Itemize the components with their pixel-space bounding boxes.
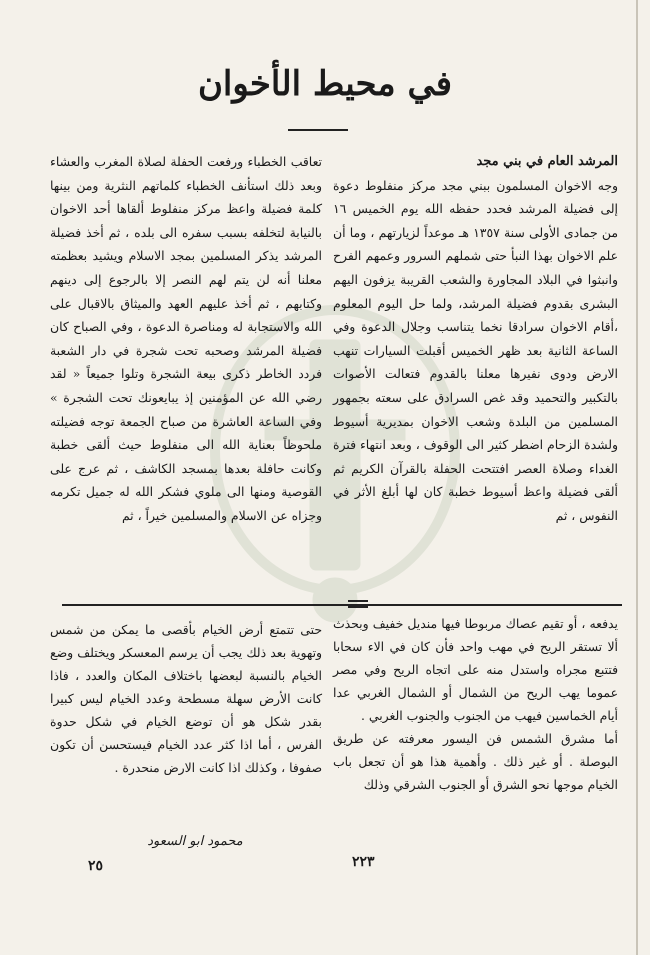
paragraph: تعاقب الخطباء ورفعت الحفلة لصلاة المغرب والعشاء وبعد ذلك استأنف الخطباء كلماتهم النثرية ومن بينها كلمة فضيلة واعظ مركز منفلوط ألقاها أحد الاخوان بالنيابة لتخلفه بسبب سفره الى بلده ، ثم أخذ فضيلة المرشد يذكر المسلمين بمجد الاسلام ويشيد بعظمته معلنا أنه لن يتم لهم النصر إلا بالرجوع إلى دينهم وكتابهم ، ثم أخذ عليهم العهد والميثاق بالاقبال على الله والاستجابة له ومناصرة الدعوة ، وفي الصباح كان فضيلة المرشد وصحبه تحت شجرة في دار الشعبة فردد الخاطر ذكرى بيعة الشجرة وتلوا جميعاً « لقد رضي الله عن المؤمنين إذ يبايعونك تحت الشجرة » وفي الساعة العاشرة من صباح الجمعة توجه فضيلته ملحوظاً بعناية الله الى منفلوط حيث ألقى خطبة وكانت حافلة بعدها بمسجد الكاشف ، ثم عرج على القوصية ومنها الى ملوي فشكر الله له جميل تكرمه وجزاه عن الاسلام والمسلمين خيراً ، ثم: [50, 154, 322, 523]
page-title: في محيط الأخوان: [197, 64, 453, 104]
section-divider: [62, 604, 622, 606]
bottom-column-right: [333, 612, 618, 796]
section-heading: المرشد العام في بني مجد: [476, 154, 618, 169]
article-column-left: [50, 150, 322, 528]
title-underline: [288, 129, 348, 131]
paragraph: حتى تتمتع أرض الخيام بأقصى ما يمكن من شمس وتهوية بعد ذلك يجب أن يرسم المعسكر ويختلف وضع الخيام بالنسبة لبعضها باختلاف المكان والعدد ، فاذا كانت الأرض سهلة مسطحة وعدد الخيام ليس كبيرا بقدر شكل هو أن توضع الخيام في شكل حدوة الفرس ، أما اذا كثر عدد الخيام فيستحسن أن تكون صفوفا ، وكذلك اذا كانت الارض منحدرة .: [50, 622, 322, 775]
page-number-right: ٢٢٣: [352, 854, 375, 870]
author-signature: محمود ابو السعود: [147, 834, 243, 849]
bottom-column-left: [50, 618, 322, 779]
page-edge: [636, 0, 638, 955]
paragraph: يدفعه ، أو تقيم عصاك مربوطا فيها منديل خفيف وبحذث ألا تستقر الريح في مهب واحد فأن كان في الاء سحابا فتتبع مجراه واستدل منه على اتجاه الريح وفي مصر عموما يهب الريح من الشمال أو الشمال الغربي عدا أيام الخماسين فيهب من الجنوب والجنوب الغربي .: [333, 616, 618, 723]
paragraph: أما مشرق الشمس فن اليسور معرفته عن طريق البوصلة . أو غير ذلك . وأهمية هذا هو أن تجعل باب الخيام موجها نحو الشرق أو الجنوب الشرقي وذلك: [333, 731, 618, 792]
divider-ornament: [348, 600, 368, 608]
article-column-right: [333, 150, 618, 528]
page-number-left: ٢٥: [88, 858, 104, 874]
paragraph: وجه الاخوان المسلمون ببني مجد مركز منفلوط دعوة إلى فضيلة المرشد فحدد حفظه الله يوم الخميس ١٦ من جمادى الأولى سنة ١٣٥٧ هـ موعداً لزيارتهم ، وما أن علم الاخوان بهذا النبأ حتى شملهم السرور وعمهم الفرح وانبثوا في البلاد المجاورة والشعب القريبة يزفون اليهم البشرى بقدوم فضيلة المرشد، ولما حل اليوم المعلوم ،أقام الاخوان سرادقا نخما يتناسب وجلال الدعوة وفي الساعة الثانية بعد ظهر الخميس أقبلت السيارات تنهب الارض ودوى نفيرها معلنا بالقدوم فتعالت الأصوات بالتكبير والتحميد وقد غص السرادق على سعته بجمهور المسلمين من البلدة وشعب الاخوان بمديرية أسيوط ولشدة الزحام اضطر كثير الى الوقوف ، وبعد انتهاء فترة الغداء وصلاة العصر افتتحت الحفلة بالقرآن الكريم ثم ألقى فضيلة واعظ أسيوط خطبة كان لها أبلغ الأثر في النفوس ، ثم: [333, 177, 618, 523]
